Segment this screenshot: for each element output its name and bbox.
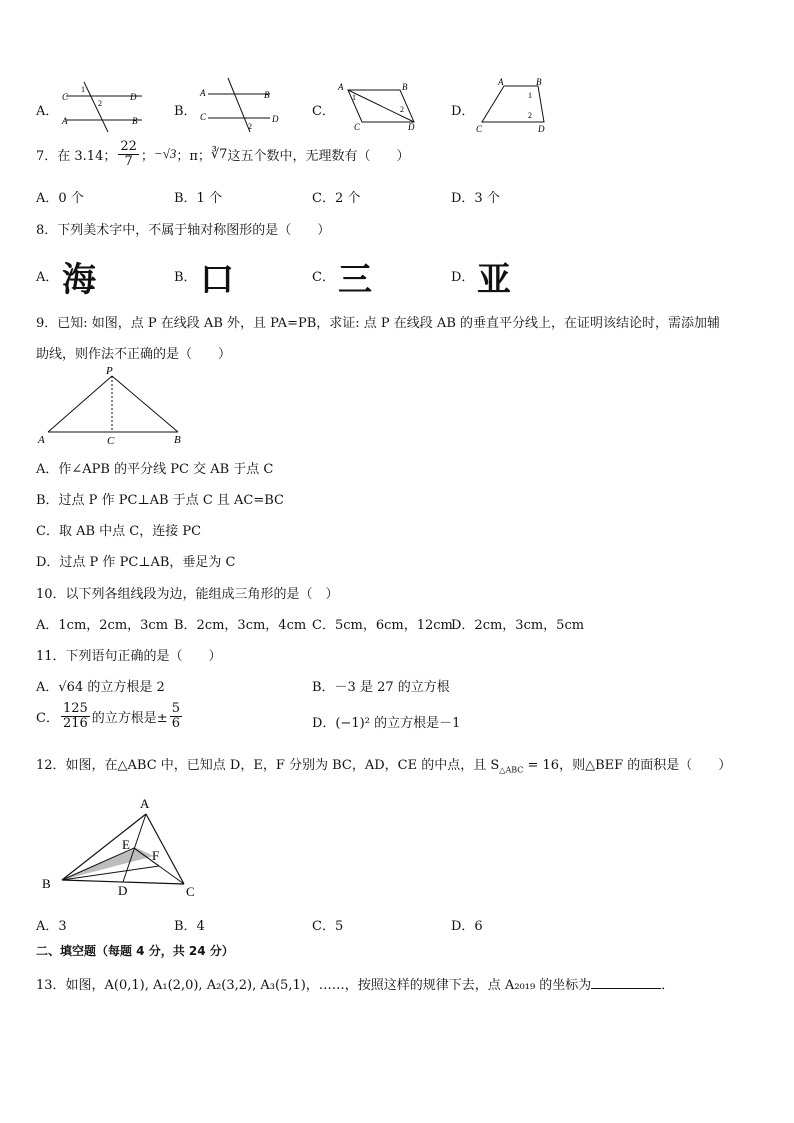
q13-stem — [36, 974, 674, 993]
q6d-label-1: 1 — [528, 91, 532, 100]
q6-option-d-label: D． — [451, 104, 475, 119]
q8-option-c-label: C． — [312, 270, 335, 285]
q12-stem — [36, 754, 731, 775]
q13-end: ． — [661, 978, 675, 993]
q7-option-a: A．0 个 — [36, 191, 84, 206]
q12-label-c: C — [186, 884, 195, 899]
q7-fraction-denominator: 7 — [124, 153, 133, 169]
q11-option-c-prefix: C． — [36, 710, 59, 726]
q6b-label-a: A — [200, 88, 206, 98]
q12-option-c: C．5 — [312, 919, 344, 934]
q6d-label-b: B — [536, 77, 542, 87]
q7-tail: 这五个数中，无理数有（ ） — [227, 148, 410, 164]
q6b-label-c: C — [200, 112, 207, 122]
q12-label-f: F — [152, 848, 160, 863]
q8-option-b-char: 口 — [200, 260, 234, 300]
q7-option-b: B．1 个 — [174, 191, 222, 206]
q6-figure-a — [60, 80, 150, 134]
q13-answer-blank[interactable] — [591, 976, 661, 989]
q6a-label-d: D — [130, 92, 137, 102]
q13-stem-text: 13．如图，A(0,1), A₁(2,0), A₂(3,2), A₃(5,1)，……，按照这样的规律下去，点 A₂₀₁₉ 的坐标为 — [36, 978, 592, 993]
q10-option-c: C．5cm，6cm，12cm — [312, 618, 453, 633]
q12-stem-a: 12．如图，在△ABC 中，已知点 D，E，F 分别为 BC，AD，CE 的中点，且 S — [36, 758, 500, 773]
q9-stem-line1: 9．已知: 如图，点 P 在线段 AB 外，且 PA=PB，求证: 点 P 在线段 AB 的垂直平分线上，在证明该结论时，需添加辅 — [36, 316, 720, 331]
q7-number: 7．在 3.14； — [36, 148, 117, 164]
q6a-label-1: 1 — [81, 85, 85, 94]
q12-option-b: B．4 — [174, 919, 205, 934]
q8-option-c-char: 三 — [338, 260, 372, 300]
q6c-label-c: C — [354, 122, 361, 132]
q6b-label-b: B — [264, 90, 270, 100]
q11-option-c-mid: 的立方根是± — [91, 710, 168, 726]
q6d-label-a: A — [498, 77, 504, 87]
q6c-label-a: A — [338, 82, 344, 92]
q9-label-b: B — [174, 434, 181, 446]
q10-option-d: D．2cm，3cm，5cm — [451, 618, 585, 633]
q6-figure-d — [474, 74, 554, 134]
q7-separator-1: ； — [140, 148, 154, 164]
q7-stem — [36, 140, 409, 168]
q6-figure-c — [334, 78, 426, 134]
q6a-label-2: 2 — [98, 99, 102, 108]
q9-option-a: A．作∠APB 的平分线 PC 交 AB 于点 C — [36, 462, 274, 477]
q7-fraction — [118, 140, 139, 168]
q6d-label-c: C — [476, 124, 483, 134]
q9-option-c: C．取 AB 中点 C，连接 PC — [36, 524, 202, 539]
q11-option-d: D．(−1)² 的立方根是－1 — [312, 716, 461, 731]
q9-option-b: B．过点 P 作 PC⊥AB 于点 C 且 AC=BC — [36, 493, 285, 508]
q6-option-c-label: C． — [312, 104, 335, 119]
q6d-label-2: 2 — [528, 111, 532, 120]
q8-option-a-label: A． — [36, 270, 59, 285]
q6b-label-2: 2 — [248, 122, 252, 131]
q12-option-a: A．3 — [36, 919, 67, 934]
q12-option-d: D．6 — [451, 919, 483, 934]
q11-option-a — [36, 676, 165, 695]
q11-option-a-radical: √64 — [58, 680, 84, 695]
q12-label-a: A — [140, 796, 150, 811]
q11-option-c-fraction-2 — [170, 702, 182, 730]
q11-option-b: B．－3 是 27 的立方根 — [312, 680, 450, 695]
q11-option-c-numerator: 125 — [62, 701, 88, 716]
q12-label-b: B — [42, 876, 51, 891]
q10-option-b: B．2cm，3cm，4cm — [174, 618, 307, 633]
q9-figure-triangle — [34, 364, 194, 448]
q12-stem-b: = 16，则△BEF 的面积是（ ） — [523, 758, 732, 773]
q10-option-a: A．1cm，2cm，3cm — [36, 618, 169, 633]
q12-figure-triangle — [38, 792, 208, 902]
q7-option-d: D．3 个 — [451, 191, 500, 206]
q6a-label-b: B — [132, 116, 138, 126]
q12-label-d: D — [118, 883, 128, 898]
q6c-label-b: B — [402, 82, 408, 92]
q11-option-a-tail: 的立方根是 2 — [83, 680, 165, 695]
q11-option-c — [36, 702, 184, 730]
q7-cube-root: ∛7 — [210, 146, 228, 162]
q9-option-d: D．过点 P 作 PC⊥AB，垂足为 C — [36, 555, 236, 570]
q11-stem: 11．下列语句正确的是（ ） — [36, 649, 222, 664]
q9-stem-line2: 助线，则作法不正确的是（ ） — [36, 347, 232, 362]
q8-option-d-label: D． — [451, 270, 475, 285]
q6-figure-b — [198, 74, 288, 134]
q12-label-e: E — [122, 837, 130, 852]
q11-option-c-denominator: 216 — [62, 715, 88, 731]
q8-stem: 8．下列美术字中，不属于轴对称图形的是（ ） — [36, 223, 331, 238]
q9-label-c: C — [107, 435, 115, 447]
q6-option-b-label: B． — [174, 104, 197, 119]
q6d-label-d: D — [538, 124, 545, 134]
q12-stem-subscript: △ABC — [499, 765, 524, 775]
q9-label-p: P — [106, 365, 113, 377]
q6b-label-d: D — [272, 114, 279, 124]
section-2-title: 二、填空题（每题 4 分，共 24 分） — [36, 944, 234, 958]
q8-option-b-label: B． — [174, 270, 197, 285]
q11-option-c-fraction — [61, 702, 90, 730]
q7-separator-2: ；π； — [176, 148, 211, 164]
q6a-label-a: A — [62, 116, 68, 126]
q8-option-a-char: 海 — [62, 260, 96, 300]
q6a-label-c: C — [62, 92, 69, 102]
q6c-label-2: 2 — [400, 105, 404, 114]
q7-neg-sqrt: −√3 — [153, 146, 177, 162]
q9-label-a: A — [38, 434, 45, 446]
q7-fraction-numerator: 22 — [120, 139, 137, 154]
q6c-label-d: D — [408, 122, 415, 132]
q11-option-a-prefix: A． — [36, 680, 59, 695]
q8-option-d-char: 亚 — [477, 260, 511, 300]
q7-option-c: C．2 个 — [312, 191, 361, 206]
q11-option-c-denominator-2: 6 — [171, 715, 180, 731]
q6c-label-1: 1 — [352, 93, 356, 102]
q11-option-c-numerator-2: 5 — [171, 701, 180, 716]
q10-stem: 10．以下列各组线段为边，能组成三角形的是（ ） — [36, 587, 339, 602]
q6-option-a-label: A． — [36, 104, 59, 119]
